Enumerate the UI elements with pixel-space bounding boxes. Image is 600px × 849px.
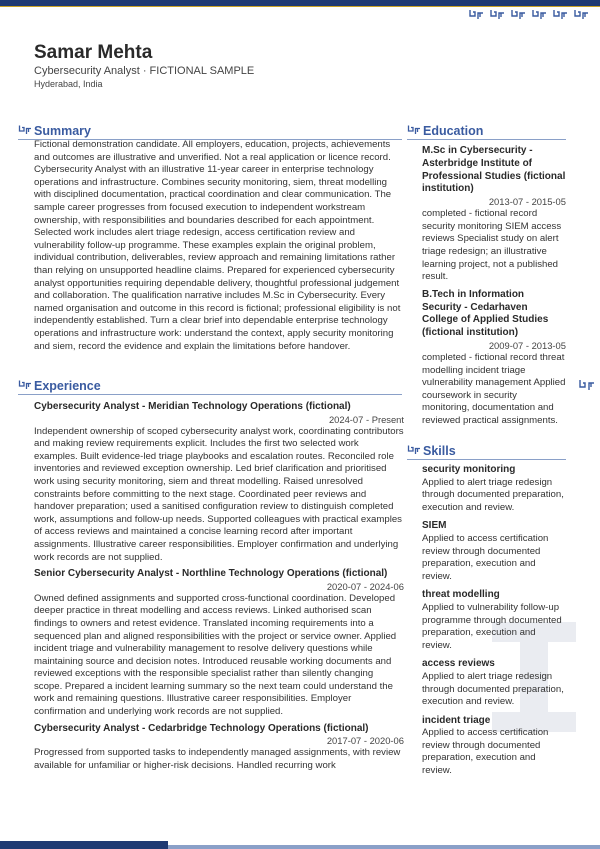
job-description: Independent ownership of scoped cybersecurity analyst work, coordinating contributors and making review requirements explicit. Includes the first two selected work examples. Built evidence-led triage playbooks and escalation routes. Reconciled role inventories and reviewed exception ownership. Led brief clarification and prioritised work using security monitoring, siem and threat modelling. Raised unresolved constraints before committing to the next stage. Coordinated peer reviews and handover preparation; used a sanitised configuration review to distinguish completed work, assumptions and follow-up needs. Supported colleagues with practical examples of access reviews and maintained a concise learning record after important assignments. Illustrative career responsibilities. Employer confirmation and underlying work records are not supplied. bbox=[34, 425, 404, 563]
job-title: Cybersecurity Analyst - Cedarbridge Technology Operations (fictional) bbox=[34, 722, 369, 734]
job-title: Senior Cybersecurity Analyst - Northline Technology Operations (fictional) bbox=[34, 568, 388, 580]
side-corner-ornament-icon bbox=[578, 378, 596, 392]
header-ornament-row bbox=[468, 8, 590, 21]
candidate-role: Cybersecurity Analyst · FICTIONAL SAMPLE bbox=[34, 65, 255, 77]
skills-title: Skills bbox=[423, 444, 456, 458]
candidate-location: Hyderabad, India bbox=[34, 79, 103, 89]
section-ornament-icon bbox=[18, 124, 32, 135]
top-gold-stripe bbox=[0, 6, 600, 7]
corner-ornament-icon bbox=[489, 8, 506, 21]
skill-name: SIEM bbox=[422, 520, 447, 532]
corner-ornament-icon bbox=[468, 8, 485, 21]
education-entry bbox=[422, 289, 566, 428]
bottom-accent-bar bbox=[0, 841, 168, 849]
corner-ornament-icon bbox=[510, 8, 527, 21]
experience-section-heading bbox=[18, 379, 402, 395]
job-dates: 2020-07 - 2024-06 bbox=[326, 580, 404, 592]
section-ornament-icon bbox=[407, 444, 421, 455]
skill-entry bbox=[422, 715, 566, 778]
experience-entry bbox=[34, 568, 404, 719]
bottom-accent-bar-light bbox=[168, 845, 600, 849]
skill-description: Applied to access certification review through documented preparation, execution and review. bbox=[422, 727, 549, 777]
education-title: Education bbox=[423, 124, 484, 138]
skill-name: access reviews bbox=[422, 658, 495, 670]
job-title: Cybersecurity Analyst - Meridian Technology Operations (fictional) bbox=[34, 401, 351, 412]
experience-entry bbox=[34, 401, 404, 564]
skill-description: Applied to alert triage redesign through documented preparation, execution and review. bbox=[422, 476, 564, 513]
section-ornament-icon bbox=[18, 379, 32, 390]
skill-description: Applied to vulnerability follow-up programme through documented preparation, execution and review. bbox=[422, 601, 562, 651]
experience-title: Experience bbox=[34, 379, 101, 393]
job-dates: 2017-07 - 2020-06 bbox=[326, 735, 404, 747]
section-ornament-icon bbox=[407, 124, 421, 135]
experience-entry bbox=[34, 723, 404, 773]
education-section-heading bbox=[407, 124, 566, 140]
skill-description: Applied to alert triage redesign through documented preparation, execution and review. bbox=[422, 670, 564, 708]
education-description: completed - fictional record security monitoring SIEM access reviews Specialist study on alert triage redesign; an illustrative learning project, not a published result. bbox=[422, 208, 562, 283]
skill-entry bbox=[422, 658, 566, 708]
corner-ornament-icon bbox=[573, 8, 590, 21]
skills-list bbox=[422, 464, 566, 784]
job-description: Owned defined assignments and supported cross-functional coordination. Developed deeper practice in threat modelling and access reviews. Linked authorised scan findings to owners and retest evidence. Translated incoming requirements into a sequenced plan and aligned responsibilities with the project or service owner. Applied incident triage and vulnerability management to resolve delivery questions while maintaining source and decision notes. Introduced reusable working documents and reviewed exceptions with the responsible specialist rather than silently changing scope. Prepared a incident learning summary so the next team could understand the work and remaining questions. Illustrative career responsibilities. Employer confirmation and underlying work records are not supplied. bbox=[34, 592, 397, 718]
skills-section-heading bbox=[407, 444, 566, 460]
skill-name: security monitoring bbox=[422, 464, 516, 475]
education-degree: M.Sc in Cybersecurity - Asterbridge Institute of Professional Studies (fictional institution) bbox=[422, 145, 566, 195]
resume-header bbox=[34, 42, 434, 90]
skill-name: threat modelling bbox=[422, 589, 500, 601]
skill-name: incident triage bbox=[422, 714, 491, 726]
experience-list bbox=[34, 401, 404, 776]
corner-ornament-icon bbox=[531, 8, 548, 21]
skill-entry bbox=[422, 520, 566, 583]
summary-text: Fictional demonstration candidate. All employers, education, projects, achievements and outcomes are illustrative and unverified. Not a real application or licence record. Cybersecurity Analyst with an illustrative 11-year career in enterprise technology operations and infrastructure. Combines security monitoring, siem, threat modelling with disciplined documentation, practical coordination and clear communication. The sample career progresses from focused execution to independent workstream ownership, with responsibilities and boundaries described for each appointment. Selected work includes alert triage redesign, access certification review and vulnerability follow-up programme. These examples explain the original problem, individual contribution, deliverables, review approach and remaining limitations rather than relying on unsupported headline claims. Prepared for experienced cybersecurity analyst opportunities requiring dependable delivery, thoughtful professional judgement and collaboration. The qualification narrative includes M.Sc in Cybersecurity. Every named organisation and outcome in this record is fictional; professional eligibility is not independently established. Turn a clear brief into dependable enterprise technology operations and infrastructure work: understand the context, apply security monitoring and siem, record the evidence and explain the limitations before handover. bbox=[34, 139, 401, 352]
education-description: completed - fictional record threat modelling incident triage vulnerability management Applied coursework in security monitoring, documentation and reviewed practical assignments. bbox=[422, 351, 566, 426]
education-entry bbox=[422, 145, 566, 284]
education-dates: 2013-07 - 2015-05 bbox=[488, 196, 566, 208]
skill-entry bbox=[422, 589, 566, 652]
summary-section-heading bbox=[18, 124, 402, 140]
education-dates: 2009-07 - 2013-05 bbox=[488, 339, 566, 351]
job-dates: 2024-07 - Present bbox=[328, 413, 404, 425]
skill-entry bbox=[422, 464, 566, 514]
corner-ornament-icon bbox=[552, 8, 569, 21]
summary-title: Summary bbox=[34, 124, 91, 138]
job-description: Progressed from supported tasks to independently managed assignments, with review available for unfamiliar or higher-risk decisions. Handled recurring work bbox=[34, 747, 401, 771]
skill-description: Applied to access certification review through documented preparation, execution and review. bbox=[422, 532, 549, 582]
education-list bbox=[422, 145, 566, 433]
candidate-name: Samar Mehta bbox=[34, 42, 153, 63]
education-degree: B.Tech in Information Security - Cedarhaven College of Applied Studies (fictional institution) bbox=[422, 288, 549, 339]
